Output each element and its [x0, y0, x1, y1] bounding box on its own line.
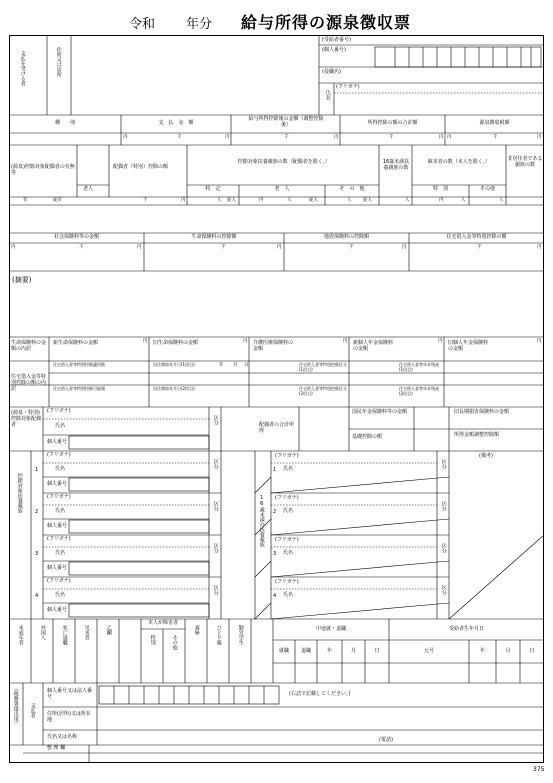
under16-category-label: 区分: [440, 543, 447, 553]
unit-mark: 内: [123, 135, 128, 140]
year-label: 年分: [186, 17, 213, 32]
under16-furigana-label: (フリガナ): [275, 537, 299, 543]
old-label: 老 人: [274, 186, 290, 192]
dependent-number: 1: [35, 467, 39, 473]
spouse-label: (源泉・特別)控除対象配偶者: [11, 410, 42, 428]
unit-mark: 円: [243, 339, 248, 344]
unit-mark: 内: [439, 198, 444, 203]
personal-number-label: (個人番号): [322, 47, 346, 53]
under16-furigana-label: (フリガナ): [275, 495, 299, 501]
dependents-count-label: 控除対象扶養親族の数（配偶者を除く。）: [237, 159, 331, 165]
kind-header: 種 別: [54, 120, 75, 126]
national-pension-label: 国民年金保険料等の金額: [352, 409, 408, 415]
unit-mark: 千: [389, 135, 394, 140]
special-label: 特 別: [432, 186, 448, 192]
care-medical-label: 介護医療保険料の金額: [253, 340, 294, 352]
housing-balance1-label: 住宅借入金等年末残高(1回目): [399, 362, 439, 372]
dependent-personal-no-label: 個人番号: [47, 481, 68, 487]
housing-loan-header: 住宅借入金等特別控除の額: [446, 234, 507, 240]
remarks-label: (摘要): [12, 276, 32, 284]
move-in-date1-label: 居住開始年月日(1回目): [153, 362, 195, 367]
housing-balance2-label: 住宅借入金等年末残高(2回目): [399, 386, 439, 396]
spouse-personal-no-label: 個人番号: [47, 439, 68, 445]
other-disabled-label: その他: [171, 635, 178, 650]
under16-category-label: 区分: [440, 459, 447, 469]
dependent-number: 2: [35, 509, 39, 515]
housing-class2-label: 住宅借入金等特別控除区分(2回目): [299, 386, 347, 396]
spouse-category-label: 区分: [212, 415, 219, 425]
under16-number: 4: [273, 593, 277, 599]
era-name-label: 元号: [423, 648, 434, 654]
unit-mark: 従有: [53, 198, 62, 203]
right-align-note: (右詰で記載してください。): [289, 691, 351, 697]
dependent-name-label: 氏名: [55, 592, 66, 598]
dependent-number: 3: [35, 551, 39, 557]
other2-label: その他: [479, 186, 495, 192]
under16-category-label: 区分: [440, 585, 447, 595]
retire-label: 退職: [300, 648, 311, 654]
total-deduction-header: 所得控除の額の合計額: [367, 120, 418, 126]
unit-mark: 人: [405, 198, 410, 203]
payer-name-label: 氏名又は名称: [47, 734, 78, 740]
unit-mark: 人: [347, 198, 352, 203]
under16-count-label: 16歳未満扶養親族の数: [382, 159, 410, 171]
unit-mark: 円: [334, 135, 339, 140]
unit-mark: 内: [259, 198, 264, 203]
dependent-category-label: 区分: [212, 459, 219, 469]
unit-mark: 内: [11, 245, 16, 250]
dependent-personal-no-label: 個人番号: [47, 607, 68, 613]
unit-mark: 人: [287, 198, 292, 203]
unit-mark: 内: [447, 135, 452, 140]
old-pension-label: 旧個人年金保険料の金額: [448, 340, 489, 352]
working-student-label: 勤労学生: [237, 625, 244, 645]
unit-mark: 年: [219, 363, 224, 368]
under16-name-label: 氏名: [283, 466, 294, 472]
payer-personal-no-label: 個人番号又は法人番号: [47, 688, 93, 700]
payer-address-label: 住所(居所)又は所在地: [47, 711, 91, 723]
old-life-label: 旧生命保険料の金額: [153, 340, 199, 346]
death-retirement-label: 死亡退職: [61, 625, 68, 645]
hire-label: 就職: [278, 648, 289, 654]
dependents-label: 控除対象扶養親族: [16, 473, 23, 513]
dependent-category-label: 区分: [212, 501, 219, 511]
unit-mark: 円: [181, 198, 186, 203]
dependent-name-label: 氏名: [55, 508, 66, 514]
spouse-furigana-label: (フリガナ): [47, 408, 71, 414]
unit-mark: 有: [23, 198, 28, 203]
dependent-name-label: 氏名: [55, 466, 66, 472]
move-in-date2-label: 居住開始年月日(2回目): [153, 386, 195, 391]
special-disabled-label: 特別: [149, 635, 156, 645]
dependent-number: 4: [35, 593, 39, 599]
year-label: 年: [326, 648, 332, 654]
under16-number: 2: [273, 509, 277, 515]
dependent-category-label: 区分: [212, 543, 219, 553]
admin-label: 整 理 欄: [46, 745, 66, 751]
month-label: 月: [350, 648, 356, 654]
dependent-furigana-label: (フリガナ): [47, 494, 71, 500]
spouse-income-label: 配偶者の合計所得: [259, 422, 295, 434]
other-label: そ の 他: [339, 186, 365, 192]
housing-class1-label: 住宅借入金等特別控除区分(1回目): [299, 362, 347, 372]
birthdate-label: 受給者生年月日: [448, 626, 484, 632]
name-label: 氏名: [324, 90, 331, 100]
unit-mark: 千: [284, 135, 289, 140]
adjustment-label: 所得金額調整控除額: [454, 432, 500, 438]
under16-number: 3: [273, 551, 277, 557]
unit-mark: 円: [537, 135, 542, 140]
dependent-personal-no-label: 個人番号: [47, 523, 68, 529]
withholding-tax-header: 源泉徴収税額: [479, 120, 510, 126]
unit-mark: 千: [349, 245, 354, 250]
minor-label: 未成年者: [17, 625, 24, 645]
tel-label: (電話): [379, 737, 393, 743]
otsu-label: 乙欄: [105, 625, 112, 635]
spouse-special-label: 配偶者（特別）控除の額: [113, 164, 169, 170]
unit-mark: 円: [143, 339, 148, 344]
unit-mark: 円: [277, 245, 282, 250]
housing-breakdown-label: 住宅借入金等特別控除の額の内訳: [11, 374, 47, 392]
unit-mark: 従人: [227, 198, 236, 203]
birth-day-label: 日: [529, 648, 535, 654]
unit-mark: 円: [537, 245, 542, 250]
unit-mark: 千: [177, 135, 182, 140]
recipient-number-label: (受給者番号): [322, 37, 351, 43]
birth-year-label: 年: [479, 648, 485, 654]
unit-mark: 千: [143, 198, 148, 203]
life-breakdown-label: 生命保険料の金額の内訳: [11, 340, 47, 352]
unit-mark: 千: [493, 135, 498, 140]
unit-mark: 円: [137, 245, 142, 250]
under16-furigana-label: (フリガナ): [275, 579, 299, 585]
dependent-furigana-label: (フリガナ): [47, 536, 71, 542]
under16-category-label: 区分: [440, 501, 447, 511]
earthquake-insurance-header: 地震保険料の控除額: [323, 234, 369, 240]
dependent-furigana-label: (フリガナ): [47, 578, 71, 584]
page-number: 375: [533, 766, 545, 773]
under16-number: 1: [273, 467, 277, 473]
under16-dependents-label: 16歳未満の扶養親族: [258, 495, 265, 547]
basic-deduction-label: 基礎控除の額: [352, 434, 383, 440]
income-after-deduction-header: 給与所得控除後の金額（調整控除後）: [248, 116, 324, 128]
widow-label: 寡婦: [193, 625, 200, 635]
tax-office-label: （税務署提出用）: [12, 686, 19, 726]
spouse-name-label: 氏名: [55, 423, 66, 429]
payment-amount-header: 支 払 金 額: [158, 120, 194, 126]
under16-furigana-label: (フリガナ): [275, 453, 299, 459]
unit-mark: 人: [217, 198, 222, 203]
unit-mark: 円: [225, 135, 230, 140]
unit-mark: 円: [537, 339, 542, 344]
unit-mark: 日: [244, 363, 249, 368]
housing-count-label: 住宅借入金等特別控除適用数: [53, 362, 105, 367]
single-parent-label: ひとり親: [215, 625, 222, 645]
elderly-label: 老人: [83, 186, 94, 192]
unit-mark: 千: [221, 245, 226, 250]
unit-mark: 円: [343, 339, 348, 344]
position-label: (役職名): [322, 69, 341, 75]
self-disabled-label: 本人が障害者: [147, 620, 178, 626]
unit-mark: 従人: [363, 198, 372, 203]
unit-mark: 千: [79, 245, 84, 250]
furigana-label: (フリガナ): [336, 84, 360, 90]
unit-mark: 月: [233, 363, 238, 368]
payee-label: 支払を受ける者: [19, 51, 26, 86]
unit-mark: 従人: [309, 198, 318, 203]
new-life-label: 新生命保険料の金額: [53, 340, 99, 346]
unit-mark: 円: [438, 339, 443, 344]
withholding-form: [9, 35, 544, 763]
era-label: 令和: [129, 17, 156, 32]
spouse-status-label: (源泉)控除対象配偶者の有無等: [11, 164, 75, 176]
unit-mark: 円: [439, 135, 444, 140]
midyear-label: 中途就・退職: [315, 626, 346, 632]
old-long-term-label: 旧長期損害保険料の金額: [454, 409, 510, 415]
foreigner-label: 外国人: [39, 625, 46, 640]
new-pension-label: 新個人年金保険料の金額: [353, 340, 394, 352]
day-label: 日: [374, 648, 380, 654]
birth-month-label: 月: [505, 648, 511, 654]
form-title: [0, 10, 553, 32]
dependent-name-label: 氏名: [55, 550, 66, 556]
notes-label: (備考): [479, 453, 493, 459]
main-title: 給与所得の源泉徴収票: [241, 13, 412, 32]
housing-possible-label: 住宅借入金等特別控除可能額: [53, 386, 105, 391]
unit-mark: 千: [477, 245, 482, 250]
payee-address-label: 住所又は居所: [55, 47, 62, 77]
unit-mark: 人: [499, 198, 504, 203]
under16-name-label: 氏名: [283, 508, 294, 514]
unit-mark: 人: [461, 198, 466, 203]
under16-name-label: 氏名: [283, 592, 294, 598]
dependent-category-label: 区分: [212, 585, 219, 595]
unit-mark: 円: [402, 245, 407, 250]
life-insurance-header: 生命保険料の控除額: [191, 234, 237, 240]
dependent-furigana-label: (フリガナ): [47, 452, 71, 458]
under16-name-label: 氏名: [283, 550, 294, 556]
nonresident-count-label: 非居住者である親族の数: [507, 156, 543, 168]
disabled-count-label: 障害者の数（本人を除く。）: [427, 159, 491, 165]
specific-label: 特 定: [205, 186, 221, 192]
dependent-personal-no-label: 個人番号: [47, 565, 68, 571]
social-insurance-header: 社会保険料等の金額: [53, 234, 99, 240]
disaster-label: 災害者: [83, 625, 90, 640]
payer-label: 支払者: [29, 703, 36, 718]
